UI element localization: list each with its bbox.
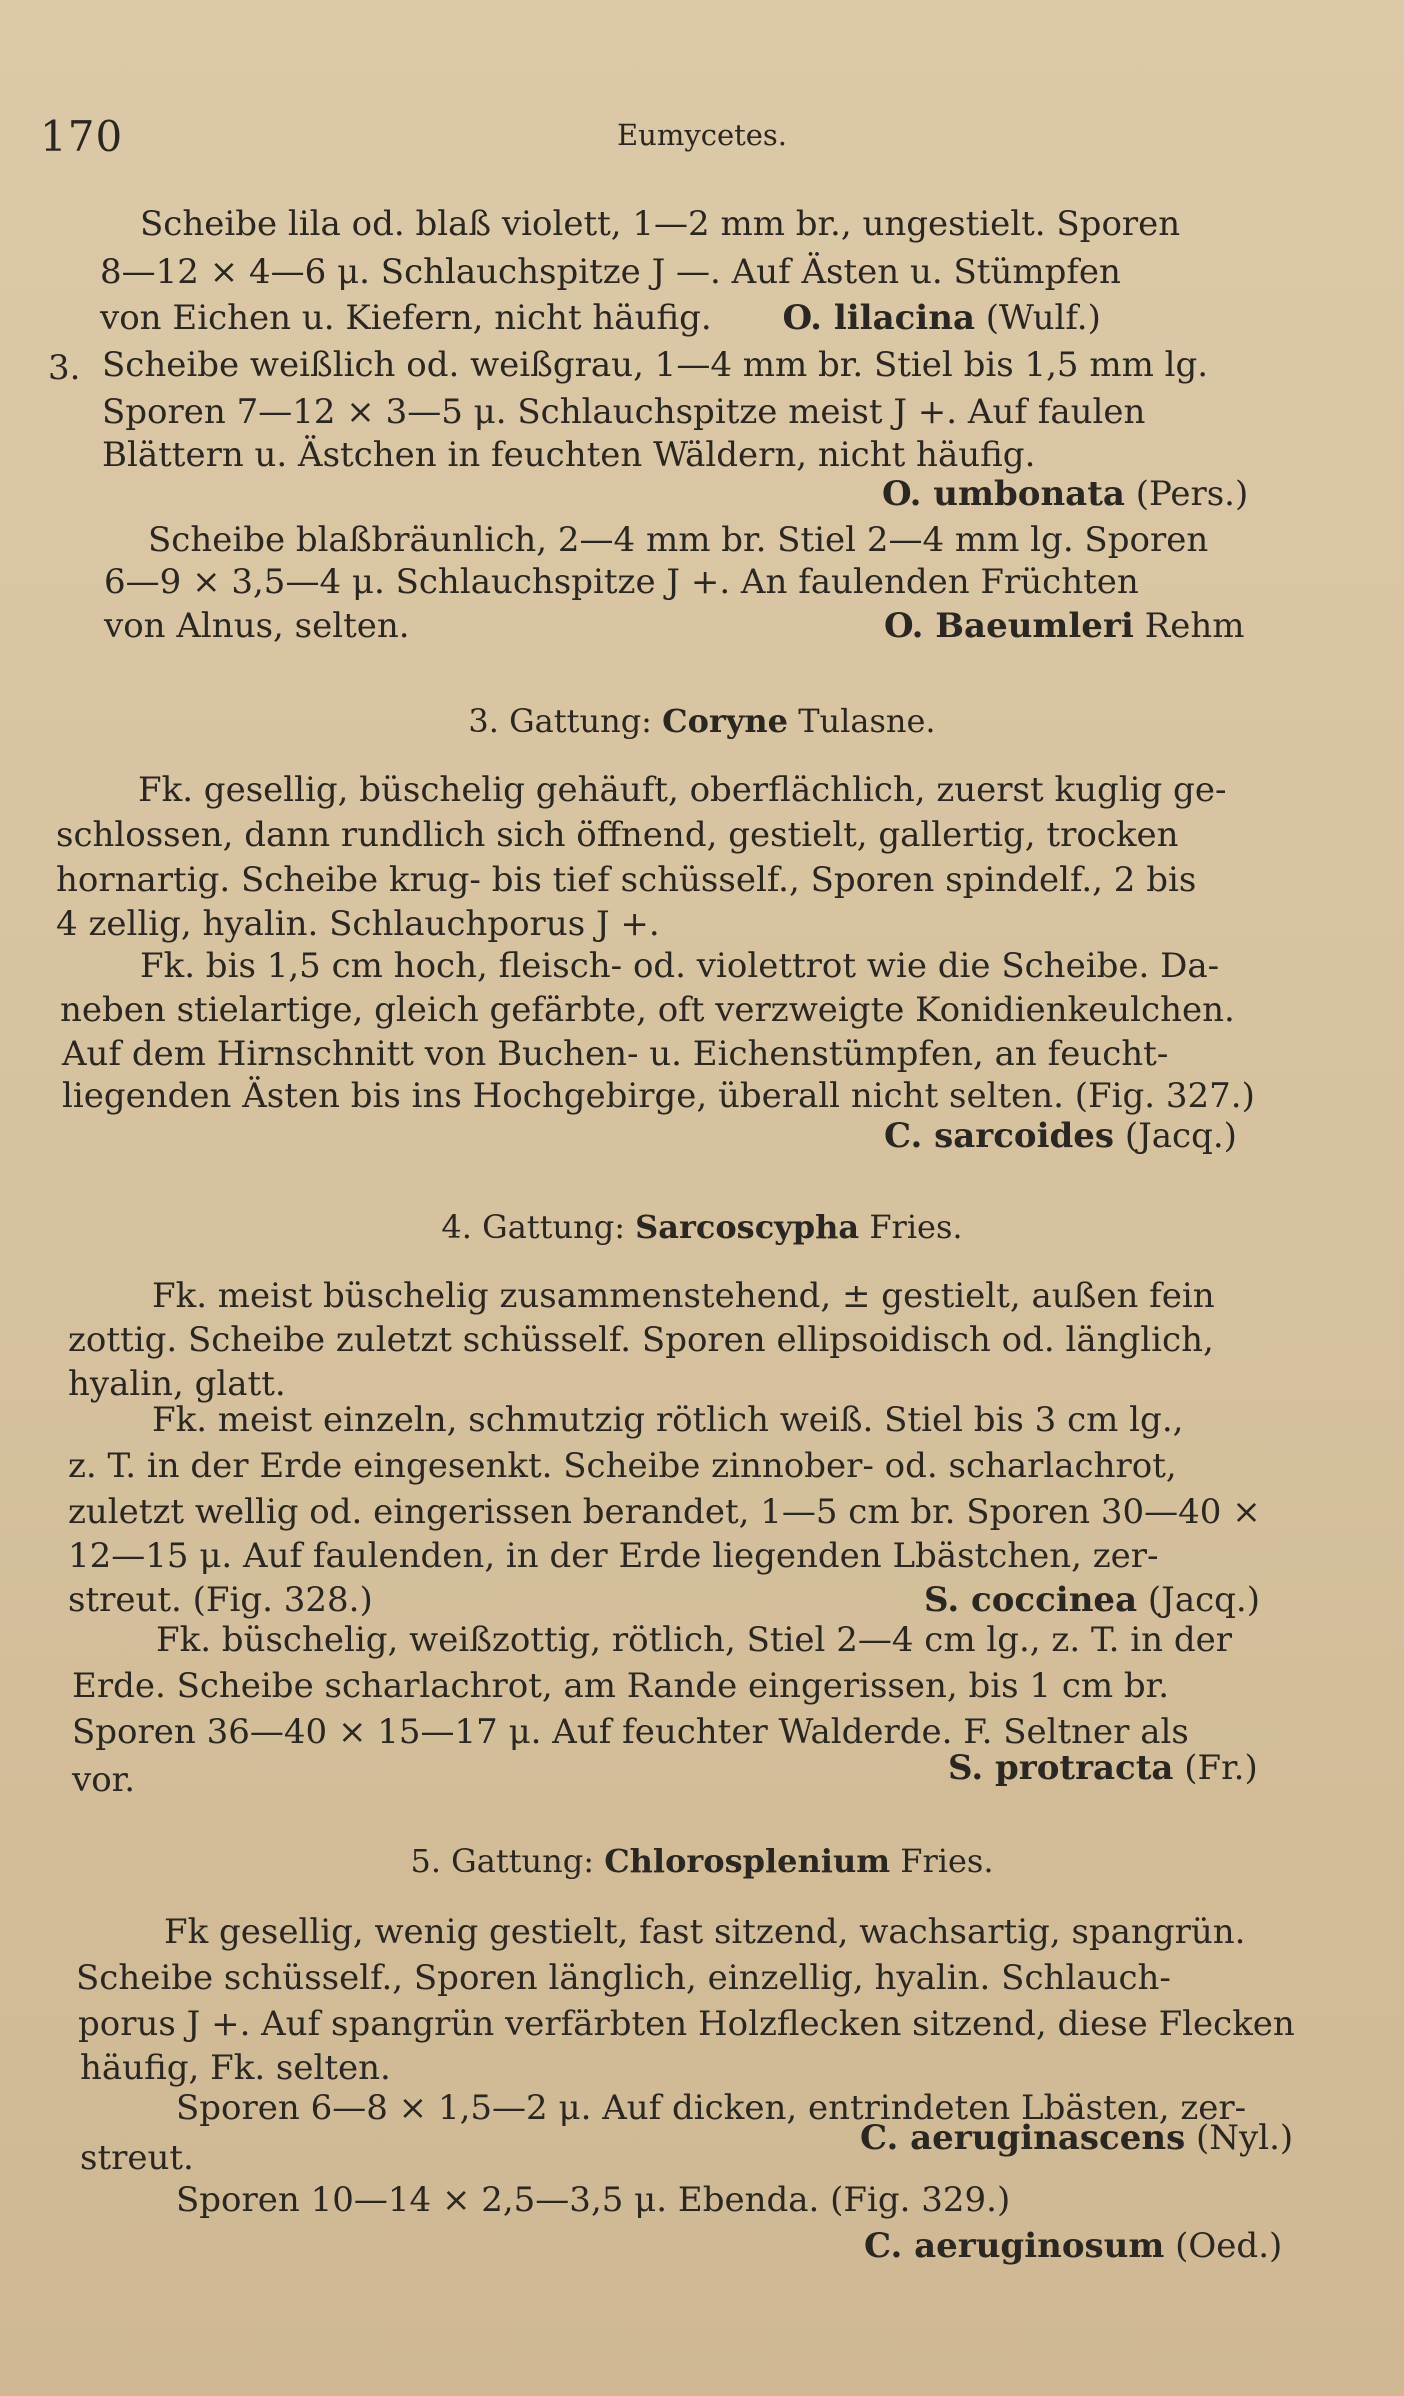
text-line: zottig. Scheibe zuletzt schüsself. Sporen ellipsoidisch od. länglich, — [68, 1320, 1214, 1360]
running-title: Eumycetes. — [616, 118, 788, 152]
species-author: (Pers.) — [1135, 474, 1249, 514]
text-line: hyalin, glatt. — [68, 1364, 286, 1404]
text-line: schlossen, dann rundlich sich öffnend, gestielt, gallertig, trocken — [56, 815, 1179, 855]
text-line — [80, 2118, 1294, 2178]
species-line — [884, 606, 1244, 646]
species-name: O. lilacina — [782, 298, 975, 338]
genus-author: Tulasne. — [798, 702, 936, 740]
species-line — [948, 1748, 1258, 1788]
heading-prefix: 3. Gattung: — [468, 702, 652, 740]
text-line: Sporen 7—12 × 3—5 μ. Schlauchspitze meist J +. Auf faulen — [102, 392, 1146, 432]
text-line: Auf dem Hirnschnitt von Buchen- u. Eichenstümpfen, an feucht- — [62, 1034, 1169, 1074]
text-line: Fk. bis 1,5 cm hoch, fleisch- od. violettrot wie die Scheibe. Da- — [140, 946, 1220, 986]
text-line: z. T. in der Erde eingesenkt. Scheibe zinnober- od. scharlachrot, — [68, 1446, 1177, 1486]
text-span: vor. — [72, 1760, 136, 1800]
species-author: (Oed.) — [1175, 2226, 1283, 2266]
text-line — [68, 1580, 1260, 1620]
text-span: von Eichen u. Kiefern, nicht häufig. — [100, 298, 712, 338]
heading-prefix: 4. Gattung: — [441, 1208, 625, 1246]
species-author: Rehm — [1144, 606, 1245, 646]
species-name: O. Baeumleri — [884, 606, 1134, 646]
text-line: Fk. meist büschelig zusammenstehend, ± gestielt, außen fein — [152, 1276, 1215, 1316]
text-line: 8—12 × 4—6 μ. Schlauchspitze J —. Auf Ästen u. Stümpfen — [100, 252, 1121, 292]
species-line — [884, 1116, 1237, 1156]
text-line: Blättern u. Ästchen in feuchten Wäldern, nicht häufig. — [102, 435, 1036, 475]
text-line: hornartig. Scheibe krug- bis tief schüsself., Sporen spindelf., 2 bis — [56, 860, 1197, 900]
species-name: S. protracta — [948, 1748, 1174, 1788]
heading-prefix: 5. Gattung: — [410, 1842, 595, 1880]
text-line: Sporen 36—40 × 15—17 μ. Auf feuchter Walderde. F. Seltner als — [72, 1712, 1189, 1752]
text-line — [140, 204, 1338, 244]
text-span: von Alnus, selten. — [104, 606, 410, 646]
text-line: Sporen 10—14 × 2,5—3,5 μ. Ebenda. (Fig. 329.) — [176, 2180, 1011, 2220]
text-line: 12—15 μ. Auf faulenden, in der Erde liegenden Lbästchen, zer- — [68, 1536, 1159, 1576]
species-line — [924, 1580, 1260, 1620]
species-line — [860, 2118, 1293, 2158]
text-line — [100, 298, 1338, 338]
genus-author: Fries. — [900, 1842, 994, 1880]
text-line — [104, 606, 1340, 646]
text-line: liegenden Ästen bis ins Hochgebirge, überall nicht selten. (Fig. 327.) — [62, 1076, 1255, 1116]
species-name: C. aeruginosum — [864, 2226, 1165, 2266]
species-author: (Jacq.) — [1147, 1580, 1260, 1620]
text-line: Fk. gesellig, büschelig gehäuft, oberflächlich, zuerst kuglig ge- — [138, 770, 1227, 810]
genus-name: Coryne — [662, 702, 789, 740]
text-line: Fk gesellig, wenig gestielt, fast sitzend, wachsartig, spangrün. — [164, 1912, 1246, 1952]
genus-heading-coryne — [0, 702, 1404, 740]
text-span: Scheibe lila od. blaß violett, 1—2 mm br., ungestielt. Sporen — [140, 204, 1181, 244]
text-line: Erde. Scheibe scharlachrot, am Rande eingerissen, bis 1 cm br. — [72, 1666, 1169, 1706]
text-line: 4 zellig, hyalin. Schlauchporus J +. — [56, 904, 660, 944]
species-author: (Fr.) — [1184, 1748, 1258, 1788]
species-name: C. sarcoides — [884, 1116, 1115, 1156]
text-line: Scheibe weißlich od. weißgrau, 1—4 mm br. Stiel bis 1,5 mm lg. — [102, 345, 1209, 385]
text-line: Scheibe blaßbräunlich, 2—4 mm br. Stiel 2—4 mm lg. Sporen — [148, 520, 1209, 560]
text-line: zuletzt wellig od. eingerissen berandet, 1—5 cm br. Sporen 30—40 × — [68, 1492, 1261, 1532]
text-line: Fk. büschelig, weißzottig, rötlich, Stiel 2—4 cm lg., z. T. in der — [156, 1620, 1232, 1660]
text-line: Scheibe schüsself., Sporen länglich, einzellig, hyalin. Schlauch- — [76, 1958, 1171, 1998]
text-line: porus J +. Auf spangrün verfärbten Holzflecken sitzend, diese Flecken — [78, 2004, 1295, 2044]
key-number: 3. — [48, 348, 81, 388]
genus-author: Fries. — [869, 1208, 963, 1246]
text-line: Sporen 6—8 × 1,5—2 μ. Auf dicken, entrindeten Lbästen, zer- — [176, 2088, 1247, 2128]
text-span: streut. (Fig. 328.) — [68, 1580, 373, 1620]
text-line: Fk. meist einzeln, schmutzig rötlich weiß. Stiel bis 3 cm lg., — [152, 1400, 1184, 1440]
species-line — [864, 2226, 1282, 2266]
species-name: O. umbonata — [882, 474, 1125, 514]
species-author: (Jacq.) — [1124, 1116, 1237, 1156]
species-name: C. aeruginascens — [860, 2118, 1186, 2158]
species-author: (Wulf.) — [985, 298, 1101, 338]
page-number: 170 — [40, 112, 124, 161]
text-line — [72, 1748, 1258, 1800]
species-line — [882, 474, 1248, 514]
genus-heading-chlorosplenium — [0, 1842, 1404, 1880]
genus-name: Chlorosplenium — [604, 1842, 891, 1880]
text-line: neben stielartige, gleich gefärbte, oft verzweigte Konidienkeulchen. — [60, 990, 1235, 1030]
text-line: häufig, Fk. selten. — [80, 2048, 391, 2088]
text-line: 6—9 × 3,5—4 μ. Schlauchspitze J +. An faulenden Früchten — [104, 562, 1139, 602]
text-span: streut. — [80, 2138, 194, 2178]
species-author: (Nyl.) — [1196, 2118, 1294, 2158]
genus-heading-sarcoscypha — [0, 1208, 1404, 1246]
species-name: S. coccinea — [924, 1580, 1138, 1620]
genus-name: Sarcoscypha — [635, 1208, 860, 1246]
